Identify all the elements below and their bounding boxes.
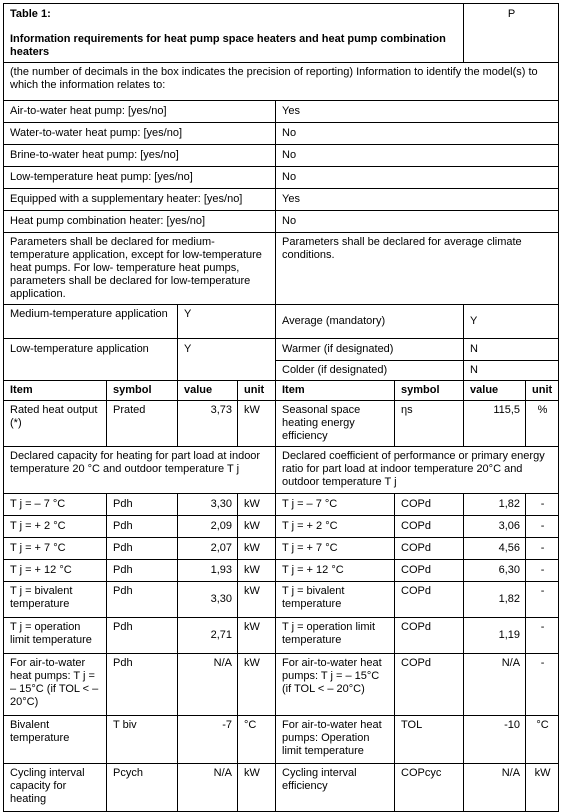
average-climate-label: Average (mandatory) xyxy=(276,305,464,339)
model-info-row xyxy=(4,101,559,123)
model-info-value: No xyxy=(276,123,559,145)
capacity-value: N/A xyxy=(178,654,238,716)
rated-heat-output-unit: kW xyxy=(238,401,276,447)
capacity-symbol: Pdh xyxy=(107,560,178,582)
table-title: Information requirements for heat pump space heaters and heat pump combination heaters xyxy=(10,33,446,58)
capacity-value: 3,30 xyxy=(178,582,238,618)
average-climate-value: Y xyxy=(464,305,559,339)
column-header-item: Item xyxy=(276,381,395,401)
cop-value: N/A xyxy=(464,654,526,716)
rated-heat-output-label: Rated heat output (*) xyxy=(4,401,107,447)
capacity-unit: kW xyxy=(238,494,276,516)
cop-unit: - xyxy=(526,618,559,654)
cop-item: T j = + 7 °C xyxy=(276,538,395,560)
table-label: Table 1: xyxy=(10,8,51,20)
capacity-item: Cycling interval capacity for heating xyxy=(4,764,107,812)
seasonal-efficiency-value: 115,5 xyxy=(464,401,526,447)
table-row xyxy=(4,494,559,516)
column-header-row xyxy=(4,381,559,401)
model-info-value: Yes xyxy=(276,101,559,123)
column-header-unit: unit xyxy=(526,381,559,401)
capacity-value: N/A xyxy=(178,764,238,812)
capacity-item: T j = + 7 °C xyxy=(4,538,107,560)
cop-item: T j = – 7 °C xyxy=(276,494,395,516)
capacity-item: T j = + 2 °C xyxy=(4,516,107,538)
table-row xyxy=(4,764,559,812)
model-info-label: Water-to-water heat pump: [yes/no] xyxy=(4,123,276,145)
cop-symbol: COPd xyxy=(395,516,464,538)
cop-unit: - xyxy=(526,538,559,560)
capacity-item: Bivalent temperature xyxy=(4,716,107,764)
cop-unit: - xyxy=(526,560,559,582)
cop-unit: - xyxy=(526,494,559,516)
cop-symbol: COPd xyxy=(395,654,464,716)
model-info-row xyxy=(4,123,559,145)
warmer-climate-label: Warmer (if designated) xyxy=(276,339,464,361)
cop-symbol: COPcyc xyxy=(395,764,464,812)
cop-unit: °C xyxy=(526,716,559,764)
column-header-symbol: symbol xyxy=(107,381,178,401)
capacity-item: T j = – 7 °C xyxy=(4,494,107,516)
cop-value: 6,30 xyxy=(464,560,526,582)
capacity-unit: kW xyxy=(238,764,276,812)
cop-value: 4,56 xyxy=(464,538,526,560)
column-header-unit: unit xyxy=(238,381,276,401)
column-header-item: Item xyxy=(4,381,107,401)
table-row xyxy=(4,618,559,654)
cop-unit: - xyxy=(526,582,559,618)
cop-value: 1,19 xyxy=(464,618,526,654)
capacity-symbol: T biv xyxy=(107,716,178,764)
rated-heat-output-symbol: Prated xyxy=(107,401,178,447)
cop-item: Cycling interval efficiency xyxy=(276,764,395,812)
model-info-label: Air-to-water heat pump: [yes/no] xyxy=(4,101,276,123)
cop-item: For air-to-water heat pumps: Operation limit temperature xyxy=(276,716,395,764)
cop-item: For air-to-water heat pumps: T j = – 15°C (if TOL < – 20°C) xyxy=(276,654,395,716)
parameters-row xyxy=(4,233,559,305)
capacity-symbol: Pcych xyxy=(107,764,178,812)
seasonal-efficiency-symbol: ηs xyxy=(395,401,464,447)
low-temperature-value: Y xyxy=(178,339,276,381)
model-info-label: Heat pump combination heater: [yes/no] xyxy=(4,211,276,233)
declared-row xyxy=(4,447,559,494)
model-info-value: No xyxy=(276,211,559,233)
cop-symbol: TOL xyxy=(395,716,464,764)
cop-unit: - xyxy=(526,654,559,716)
capacity-unit: kW xyxy=(238,516,276,538)
low-temperature-label: Low-temperature application xyxy=(4,339,178,381)
model-info-value: No xyxy=(276,167,559,189)
cop-symbol: COPd xyxy=(395,560,464,582)
cop-unit: - xyxy=(526,516,559,538)
capacity-symbol: Pdh xyxy=(107,516,178,538)
capacity-unit: kW xyxy=(238,618,276,654)
colder-climate-value: N xyxy=(464,361,559,381)
parameters-climate-note: Parameters shall be declared for average climate conditions. xyxy=(276,233,559,305)
table-code: P xyxy=(464,4,559,63)
cop-symbol: COPd xyxy=(395,538,464,560)
capacity-value: 3,30 xyxy=(178,494,238,516)
capacity-item: T j = + 12 °C xyxy=(4,560,107,582)
cop-value: 3,06 xyxy=(464,516,526,538)
capacity-value: 2,07 xyxy=(178,538,238,560)
capacity-item: T j = bivalent temperature xyxy=(4,582,107,618)
table-row xyxy=(4,538,559,560)
application-row xyxy=(4,339,559,361)
capacity-symbol: Pdh xyxy=(107,654,178,716)
table-row xyxy=(4,716,559,764)
capacity-item: For air-to-water heat pumps: T j = – 15°C (if TOL < – 20°C) xyxy=(4,654,107,716)
model-info-row xyxy=(4,167,559,189)
cop-symbol: COPd xyxy=(395,618,464,654)
intro-row xyxy=(4,63,559,101)
rated-row xyxy=(4,401,559,447)
model-info-label: Equipped with a supplementary heater: [yes/no] xyxy=(4,189,276,211)
model-info-value: No xyxy=(276,145,559,167)
table-row xyxy=(4,560,559,582)
medium-temperature-value: Y xyxy=(178,305,276,339)
capacity-value: -7 xyxy=(178,716,238,764)
cop-symbol: COPd xyxy=(395,494,464,516)
cop-value: -10 xyxy=(464,716,526,764)
declared-cop-heading: Declared coefficient of performance or primary energy ratio for part load at indoor temperature 20°C and outdoor temperature T j xyxy=(276,447,559,494)
warmer-climate-value: N xyxy=(464,339,559,361)
capacity-symbol: Pdh xyxy=(107,582,178,618)
model-info-label: Brine-to-water heat pump: [yes/no] xyxy=(4,145,276,167)
capacity-unit: kW xyxy=(238,654,276,716)
model-info-label: Low-temperature heat pump: [yes/no] xyxy=(4,167,276,189)
capacity-value: 2,71 xyxy=(178,618,238,654)
rated-heat-output-value: 3,73 xyxy=(178,401,238,447)
table-row xyxy=(4,582,559,618)
model-info-row xyxy=(4,145,559,167)
capacity-symbol: Pdh xyxy=(107,618,178,654)
capacity-value: 2,09 xyxy=(178,516,238,538)
cop-symbol: COPd xyxy=(395,582,464,618)
seasonal-efficiency-label: Seasonal space heating energy efficiency xyxy=(276,401,395,447)
cop-item: T j = + 2 °C xyxy=(276,516,395,538)
cop-value: N/A xyxy=(464,764,526,812)
table-title-cell xyxy=(4,4,464,63)
cop-unit: kW xyxy=(526,764,559,812)
capacity-value: 1,93 xyxy=(178,560,238,582)
cop-item: T j = operation limit temperature xyxy=(276,618,395,654)
table-row xyxy=(4,516,559,538)
capacity-item: T j = operation limit temperature xyxy=(4,618,107,654)
model-info-value: Yes xyxy=(276,189,559,211)
declared-capacity-heading: Declared capacity for heating for part load at indoor temperature 20 °C and outdoor temperature T j xyxy=(4,447,276,494)
cop-item: T j = + 12 °C xyxy=(276,560,395,582)
capacity-symbol: Pdh xyxy=(107,538,178,560)
parameters-medium-note: Parameters shall be declared for medium-temperature application, except for low-temperature heat pumps. For low- temperature heat pumps, parameters shall be declared for low-temperature application. xyxy=(4,233,276,305)
capacity-unit: °C xyxy=(238,716,276,764)
intro-text: (the number of decimals in the box indicates the precision of reporting) Information to identify the model(s) to which the information relates to: xyxy=(4,63,559,101)
column-header-value: value xyxy=(178,381,238,401)
column-header-value: value xyxy=(464,381,526,401)
seasonal-efficiency-unit: % xyxy=(526,401,559,447)
heat-pump-information-table xyxy=(3,3,559,812)
capacity-symbol: Pdh xyxy=(107,494,178,516)
column-header-symbol: symbol xyxy=(395,381,464,401)
model-info-row xyxy=(4,189,559,211)
table-row xyxy=(4,654,559,716)
model-info-row xyxy=(4,211,559,233)
medium-temperature-label: Medium-temperature application xyxy=(4,305,178,339)
capacity-unit: kW xyxy=(238,582,276,618)
cop-item: T j = bivalent temperature xyxy=(276,582,395,618)
application-row xyxy=(4,305,559,339)
cop-value: 1,82 xyxy=(464,582,526,618)
capacity-unit: kW xyxy=(238,538,276,560)
capacity-unit: kW xyxy=(238,560,276,582)
table-header-row xyxy=(4,4,559,63)
colder-climate-label: Colder (if designated) xyxy=(276,361,464,381)
cop-value: 1,82 xyxy=(464,494,526,516)
